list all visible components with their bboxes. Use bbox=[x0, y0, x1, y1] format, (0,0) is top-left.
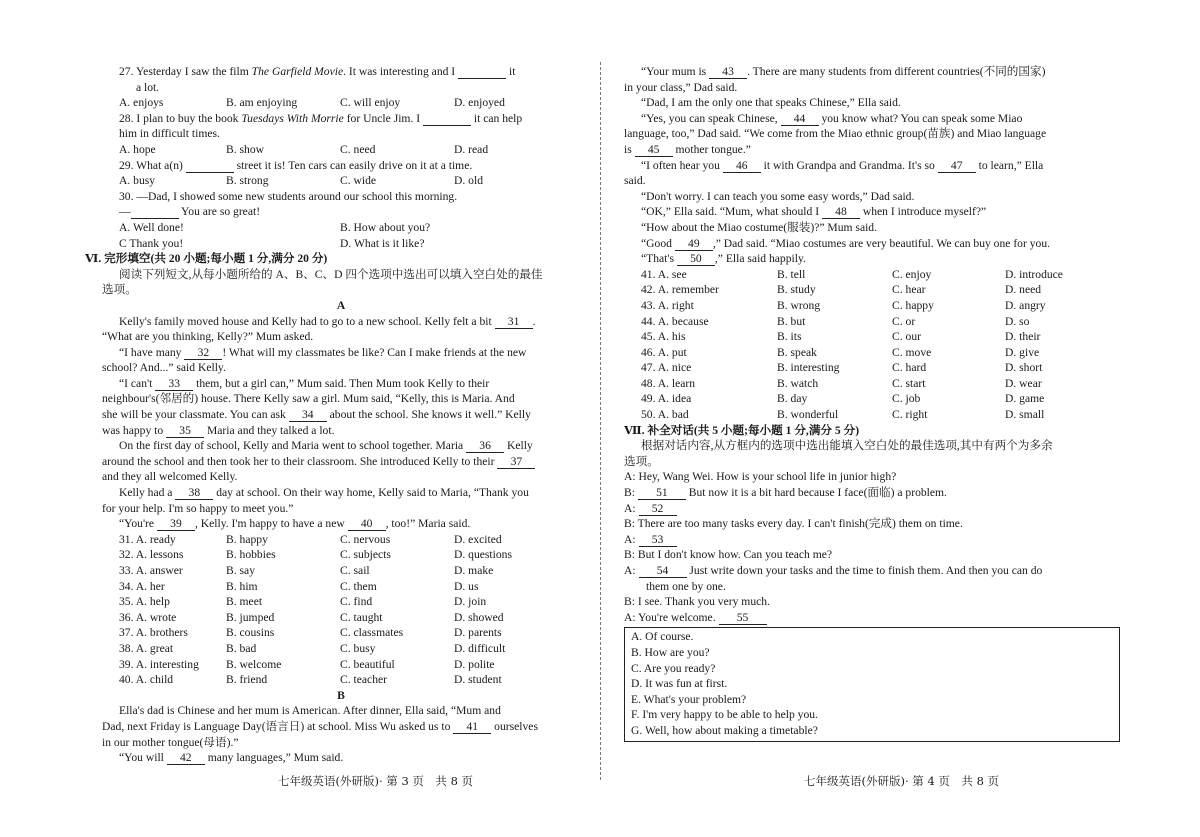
options-30b: C Thank you! D. What is it like? bbox=[119, 236, 425, 250]
option-choice[interactable]: 46. A. put bbox=[641, 345, 687, 359]
passage-line: Kelly's family moved house and Kelly had to go to a new school. Kelly felt a bit 31 . bbox=[119, 314, 536, 328]
answer-blank[interactable]: 50 bbox=[677, 253, 715, 266]
option-choice[interactable]: D. short bbox=[1005, 361, 1043, 375]
box-option[interactable]: D. It was fun at first. bbox=[631, 677, 728, 691]
answer-blank[interactable]: 37 bbox=[497, 456, 535, 469]
dialogue-line: A: 52 bbox=[624, 501, 1130, 517]
options-list-a bbox=[102, 532, 580, 688]
left-page bbox=[85, 64, 580, 766]
answer-blank[interactable]: 31 bbox=[495, 316, 533, 329]
answer-blank[interactable]: 55 bbox=[719, 612, 767, 625]
option-choice[interactable]: D. give bbox=[1005, 345, 1040, 359]
option-choice[interactable]: D. polite bbox=[454, 657, 495, 671]
section-6-title: Ⅵ. 完形填空(共 20 小题;每小题 1 分,满分 20 分) bbox=[85, 252, 328, 266]
answer-blank[interactable]: 46 bbox=[723, 160, 761, 173]
answer-blank[interactable]: 51 bbox=[638, 487, 686, 500]
option-row bbox=[102, 610, 580, 626]
passage-line: around the school and then took her to their classroom. She introduced Kelly to their 37 bbox=[102, 454, 580, 470]
passage-line: “Yes, you can speak Chinese, 44 you know what? You can speak some Miao bbox=[641, 111, 1023, 125]
option-choice[interactable]: B. friend bbox=[226, 673, 268, 687]
passage-line: neighbour's(邻居的) house. There Kelly saw a girl. Mum said, “Kelly, this is Maria. And bbox=[102, 392, 515, 406]
option-choice[interactable]: 42. A. remember bbox=[641, 283, 719, 297]
option-row bbox=[624, 298, 1130, 314]
option-choice[interactable]: B. day bbox=[777, 392, 808, 406]
option-choice[interactable]: B. happy bbox=[226, 532, 268, 546]
option-row bbox=[624, 376, 1130, 392]
answer-blank[interactable]: 47 bbox=[938, 160, 976, 173]
option-choice[interactable]: B. speak bbox=[777, 345, 817, 359]
option-choice[interactable]: D. their bbox=[1005, 330, 1041, 344]
option-choice[interactable]: D. make bbox=[454, 564, 494, 577]
option-row bbox=[624, 329, 1130, 345]
dialogue-options-box bbox=[624, 627, 1120, 741]
passage-line: “I have many 32 ! What will my classmates be like? Can I make friends at the new bbox=[119, 345, 527, 359]
box-option[interactable]: F. I'm very happy to be able to help you. bbox=[631, 708, 818, 722]
answer-blank[interactable]: 40 bbox=[348, 518, 386, 531]
question-29: 29. What a(n) street it is! Ten cars can easily drive on it at a time. bbox=[119, 158, 473, 172]
dialogue-line: A: You're welcome. 55 bbox=[624, 610, 1130, 626]
option-row bbox=[102, 563, 580, 579]
option-row bbox=[624, 360, 1130, 376]
dialogue-line: them one by one. bbox=[646, 579, 726, 593]
option-choice[interactable]: C. our bbox=[892, 330, 921, 344]
passage-line: Kelly had a 38 day at school. On their way home, Kelly said to Maria, “Thank you bbox=[119, 486, 529, 500]
options-28: A. hope B. show C. need D. read bbox=[119, 142, 489, 156]
option-choice[interactable]: C. hard bbox=[892, 361, 927, 375]
option-choice[interactable]: B. but bbox=[777, 314, 806, 328]
passage-line: she will be your classmate. You can ask 34 about the school. She knows it well.” Kelly bbox=[102, 408, 531, 422]
answer-blank[interactable]: 34 bbox=[289, 409, 327, 422]
option-choice[interactable]: C. beautiful bbox=[340, 657, 395, 671]
passage-line: in our mother tongue(母语).” bbox=[102, 735, 239, 749]
option-choice[interactable]: B. study bbox=[777, 283, 816, 297]
option-choice[interactable]: D. difficult bbox=[454, 641, 506, 655]
option-row bbox=[102, 672, 580, 688]
dialogue-line: A: 53 bbox=[624, 532, 1130, 548]
option-choice[interactable]: 33. A. answer bbox=[119, 564, 183, 577]
option-choice[interactable]: B. wonderful bbox=[777, 408, 839, 422]
option-choice[interactable]: D. student bbox=[454, 673, 502, 687]
answer-blank[interactable]: 38 bbox=[175, 487, 213, 500]
dialogue-line: A: 54 Just write down your tasks and the time to finish them. And then you can do bbox=[624, 564, 1043, 577]
options-29: A. busy B. strong C. wide D. old bbox=[119, 174, 483, 188]
passage-b-label: B bbox=[337, 688, 345, 702]
option-choice[interactable]: D. need bbox=[1005, 283, 1042, 297]
passage-line: “I often hear you 46 it with Grandpa and Grandma. It's so 47 to learn,” Ella bbox=[641, 158, 1044, 172]
option-row bbox=[624, 314, 1130, 330]
dialogue-line: B: I see. Thank you very much. bbox=[624, 595, 770, 609]
answer-blank[interactable]: 43 bbox=[709, 66, 747, 79]
option-choice[interactable]: D. questions bbox=[454, 548, 512, 562]
option-choice[interactable]: D. us bbox=[454, 579, 479, 593]
dialogue-line: A: Hey, Wang Wei. How is your school life in junior high? bbox=[624, 470, 897, 484]
answer-blank[interactable]: 32 bbox=[184, 347, 222, 360]
option-choice[interactable]: B. him bbox=[226, 579, 258, 593]
option-choice[interactable]: B. tell bbox=[777, 267, 806, 281]
option-choice[interactable]: C. nervous bbox=[340, 532, 391, 546]
option-choice[interactable]: B. jumped bbox=[226, 610, 275, 624]
answer-blank[interactable]: 36 bbox=[466, 440, 504, 453]
answer-blank[interactable]: 44 bbox=[781, 113, 819, 126]
answer-blank[interactable]: 49 bbox=[675, 238, 713, 251]
option-row bbox=[102, 532, 580, 548]
passage-line: was happy to 35 Maria and they talked a lot. bbox=[102, 423, 335, 437]
passage-line: language, too,” Dad said. “We come from the Miao ethnic group(苗族) and Miao language bbox=[624, 127, 1047, 141]
question-28: 28. I plan to buy the book Tuesdays With Morrie for Uncle Jim. I it can help bbox=[119, 111, 523, 125]
option-choice[interactable]: C. teacher bbox=[340, 673, 387, 687]
option-choice[interactable]: 35. A. help bbox=[119, 595, 170, 609]
option-row bbox=[624, 282, 1130, 298]
box-option[interactable]: E. What's your problem? bbox=[631, 692, 747, 706]
option-row bbox=[624, 391, 1130, 407]
question-27: 27. Yesterday I saw the film The Garfield Movie. It was interesting and I it bbox=[119, 65, 516, 78]
dialogue-line: B: 51 But now it is a bit hard because I face(面临) a problem. bbox=[624, 486, 947, 500]
option-choice[interactable]: 34. A. her bbox=[119, 579, 165, 593]
option-row bbox=[102, 579, 580, 595]
option-choice[interactable]: C. taught bbox=[340, 610, 383, 624]
passage-line: and they all welcomed Kelly. bbox=[102, 470, 238, 484]
answer-blank[interactable]: 33 bbox=[155, 378, 193, 391]
passage-line: Dad, next Friday is Language Day(语言日) at school. Miss Wu asked us to 41 ourselves bbox=[102, 719, 538, 733]
dialogue-line: B: There are too many tasks every day. I can't finish(完成) them on time. bbox=[624, 517, 963, 531]
passage-line: school? And...” said Kelly. bbox=[102, 361, 226, 375]
answer-blank[interactable] bbox=[186, 160, 234, 173]
option-choice[interactable]: 31. A. ready bbox=[119, 532, 176, 546]
section-7-instruction-cont: 选项。 bbox=[624, 454, 659, 468]
option-choice[interactable]: B. watch bbox=[777, 376, 819, 390]
option-choice[interactable]: B. welcome bbox=[226, 657, 282, 671]
option-choice[interactable]: C. sail bbox=[340, 564, 370, 577]
option-choice[interactable]: 47. A. nice bbox=[641, 361, 692, 375]
section-7-title: Ⅶ. 补全对话(共 5 小题;每小题 1 分,满分 5 分) bbox=[624, 423, 860, 437]
answer-blank[interactable] bbox=[458, 66, 506, 79]
option-choice[interactable]: D. introduce bbox=[1005, 267, 1063, 281]
passage-a-label: A bbox=[336, 298, 346, 312]
page-divider bbox=[600, 62, 601, 780]
passage-line: “Your mum is 43 . There are many students from different countries(不同的国家) bbox=[641, 65, 1046, 78]
right-page bbox=[624, 64, 1130, 742]
option-row bbox=[102, 641, 580, 657]
options-list-b bbox=[624, 267, 1130, 423]
option-choice[interactable]: C. busy bbox=[340, 641, 376, 655]
option-choice[interactable]: 32. A. lessons bbox=[119, 548, 184, 562]
section-7-instruction: 根据对话内容,从方框内的选项中选出能填入空白处的最佳选项,其中有两个为多余 bbox=[641, 439, 1053, 453]
option-choice[interactable]: D. excited bbox=[454, 532, 502, 546]
option-choice[interactable]: D. small bbox=[1005, 408, 1045, 422]
option-choice[interactable]: C. enjoy bbox=[892, 267, 932, 281]
answer-blank[interactable]: 35 bbox=[166, 425, 204, 438]
option-choice[interactable]: C. right bbox=[892, 408, 928, 422]
option-row bbox=[624, 345, 1130, 361]
passage-line: “What are you thinking, Kelly?” Mum asked. bbox=[102, 330, 314, 344]
option-choice[interactable]: C. or bbox=[892, 314, 916, 328]
option-choice[interactable]: 36. A. wrote bbox=[119, 610, 177, 624]
options-27: A. enjoys B. am enjoying C. will enjoy D. enjoyed bbox=[119, 96, 505, 110]
option-choice[interactable]: B. cousins bbox=[226, 626, 275, 640]
answer-blank[interactable]: 54 bbox=[639, 565, 687, 578]
option-choice[interactable]: 43. A. right bbox=[641, 298, 694, 312]
box-option[interactable]: B. How are you? bbox=[631, 645, 710, 659]
answer-blank[interactable] bbox=[423, 113, 471, 126]
option-choice[interactable]: C. start bbox=[892, 376, 926, 390]
option-choice[interactable]: B. bad bbox=[226, 641, 257, 655]
passage-line: On the first day of school, Kelly and Maria went to school together. Maria 36 Kelly bbox=[119, 439, 533, 453]
box-option[interactable]: A. Of course. bbox=[631, 630, 694, 644]
answer-blank[interactable] bbox=[131, 206, 179, 219]
passage-line: “Don't worry. I can teach you some easy words,” Dad said. bbox=[641, 189, 915, 203]
option-row bbox=[102, 547, 580, 563]
answer-blank[interactable]: 52 bbox=[639, 503, 677, 516]
answer-blank[interactable]: 45 bbox=[635, 144, 673, 157]
box-option[interactable]: G. Well, how about making a timetable? bbox=[631, 723, 818, 737]
section-6-instruction-cont: 选项。 bbox=[102, 283, 137, 297]
option-choice[interactable]: 40. A. child bbox=[119, 673, 174, 687]
passage-line: is 45 mother tongue.” bbox=[624, 142, 751, 156]
box-option[interactable]: C. Are you ready? bbox=[631, 661, 716, 675]
option-choice[interactable]: C. move bbox=[892, 345, 932, 359]
question-27-cont: a lot. bbox=[136, 80, 160, 94]
passage-line: “That's 50 ,” Ella said happily. bbox=[641, 252, 806, 266]
option-choice[interactable]: 44. A. because bbox=[641, 314, 709, 328]
option-choice[interactable]: C. job bbox=[892, 392, 921, 406]
option-choice[interactable]: 37. A. brothers bbox=[119, 626, 188, 640]
passage-line: “Dad, I am the only one that speaks Chinese,” Ella said. bbox=[641, 96, 901, 110]
option-choice[interactable]: D. wear bbox=[1005, 376, 1042, 390]
question-30-reply: — You are so great! bbox=[119, 205, 261, 219]
passage-line: for your help. I'm so happy to meet you.” bbox=[102, 501, 294, 515]
section-6-instruction: 阅读下列短文,从每小题所给的 A、B、C、D 四个选项中选出可以填入空白处的最佳 bbox=[119, 267, 543, 281]
option-choice[interactable]: C. find bbox=[340, 595, 373, 609]
option-choice[interactable]: C. subjects bbox=[340, 548, 391, 562]
option-choice[interactable]: B. say bbox=[226, 564, 255, 577]
passage-line: Ella's dad is Chinese and her mum is American. After dinner, Ella said, “Mum and bbox=[119, 704, 501, 718]
option-choice[interactable]: 48. A. learn bbox=[641, 376, 696, 390]
option-choice[interactable]: 41. A. see bbox=[641, 267, 687, 281]
option-row bbox=[624, 407, 1130, 423]
passage-line: “You're 39 , Kelly. I'm happy to have a new 40 , too!” Maria said. bbox=[119, 517, 471, 531]
passage-line: “Good 49 ,” Dad said. “Miao costumes are very beautiful. We can buy one for you. bbox=[641, 236, 1051, 250]
option-choice[interactable]: C. them bbox=[340, 579, 377, 593]
passage-line: “I can't 33 them, but a girl can,” Mum said. Then Mum took Kelly to their bbox=[119, 376, 490, 390]
option-choice[interactable]: D. join bbox=[454, 595, 487, 609]
passage-line: “You will 42 many languages,” Mum said. bbox=[119, 751, 344, 765]
option-choice[interactable]: D. parents bbox=[454, 626, 502, 640]
option-choice[interactable]: 39. A. interesting bbox=[119, 657, 199, 671]
option-choice[interactable]: D. game bbox=[1005, 392, 1045, 406]
passage-line: “OK,” Ella said. “Mum, what should I 48 when I introduce myself?” bbox=[641, 205, 987, 219]
option-choice[interactable]: 49. A. idea bbox=[641, 392, 692, 406]
answer-blank[interactable]: 39 bbox=[157, 518, 195, 531]
dialogue-line: B: But I don't know how. Can you teach me? bbox=[624, 548, 833, 562]
option-choice[interactable]: B. its bbox=[777, 330, 802, 344]
page-footer-right: 七年级英语(外研版)· 第 4 页 共 8 页 bbox=[804, 774, 1000, 788]
passage-line: said. bbox=[624, 174, 646, 188]
option-choice[interactable]: B. interesting bbox=[777, 361, 840, 375]
answer-blank[interactable]: 48 bbox=[822, 206, 860, 219]
options-30a: A. Well done! B. How about you? bbox=[119, 220, 431, 234]
option-choice[interactable]: 45. A. his bbox=[641, 330, 686, 344]
option-choice[interactable]: 50. A. bad bbox=[641, 408, 689, 422]
answer-blank[interactable]: 53 bbox=[639, 534, 677, 547]
option-choice[interactable]: B. wrong bbox=[777, 298, 821, 312]
option-choice[interactable]: B. meet bbox=[226, 595, 263, 609]
option-choice[interactable]: D. showed bbox=[454, 610, 504, 624]
answer-blank[interactable]: 41 bbox=[453, 721, 491, 734]
option-choice[interactable]: 38. A. great bbox=[119, 641, 174, 655]
option-choice[interactable]: C. happy bbox=[892, 298, 934, 312]
option-choice[interactable]: C. hear bbox=[892, 283, 926, 297]
question-30: 30. —Dad, I showed some new students around our school this morning. bbox=[119, 189, 458, 203]
question-28-cont: him in difficult times. bbox=[119, 127, 220, 141]
passage-line: in your class,” Dad said. bbox=[624, 80, 738, 94]
option-row bbox=[624, 267, 1130, 283]
option-choice[interactable]: B. hobbies bbox=[226, 548, 276, 562]
option-row bbox=[102, 625, 580, 641]
answer-blank[interactable]: 42 bbox=[167, 752, 205, 765]
page-footer-left: 七年级英语(外研版)· 第 3 页 共 8 页 bbox=[278, 774, 474, 788]
option-choice[interactable]: D. angry bbox=[1005, 298, 1046, 312]
passage-line: “How about the Miao costume(服装)?” Mum said. bbox=[641, 220, 878, 234]
option-choice[interactable]: C. classmates bbox=[340, 626, 404, 640]
option-choice[interactable]: D. so bbox=[1005, 314, 1030, 328]
option-row bbox=[102, 657, 580, 673]
option-row bbox=[102, 594, 580, 610]
